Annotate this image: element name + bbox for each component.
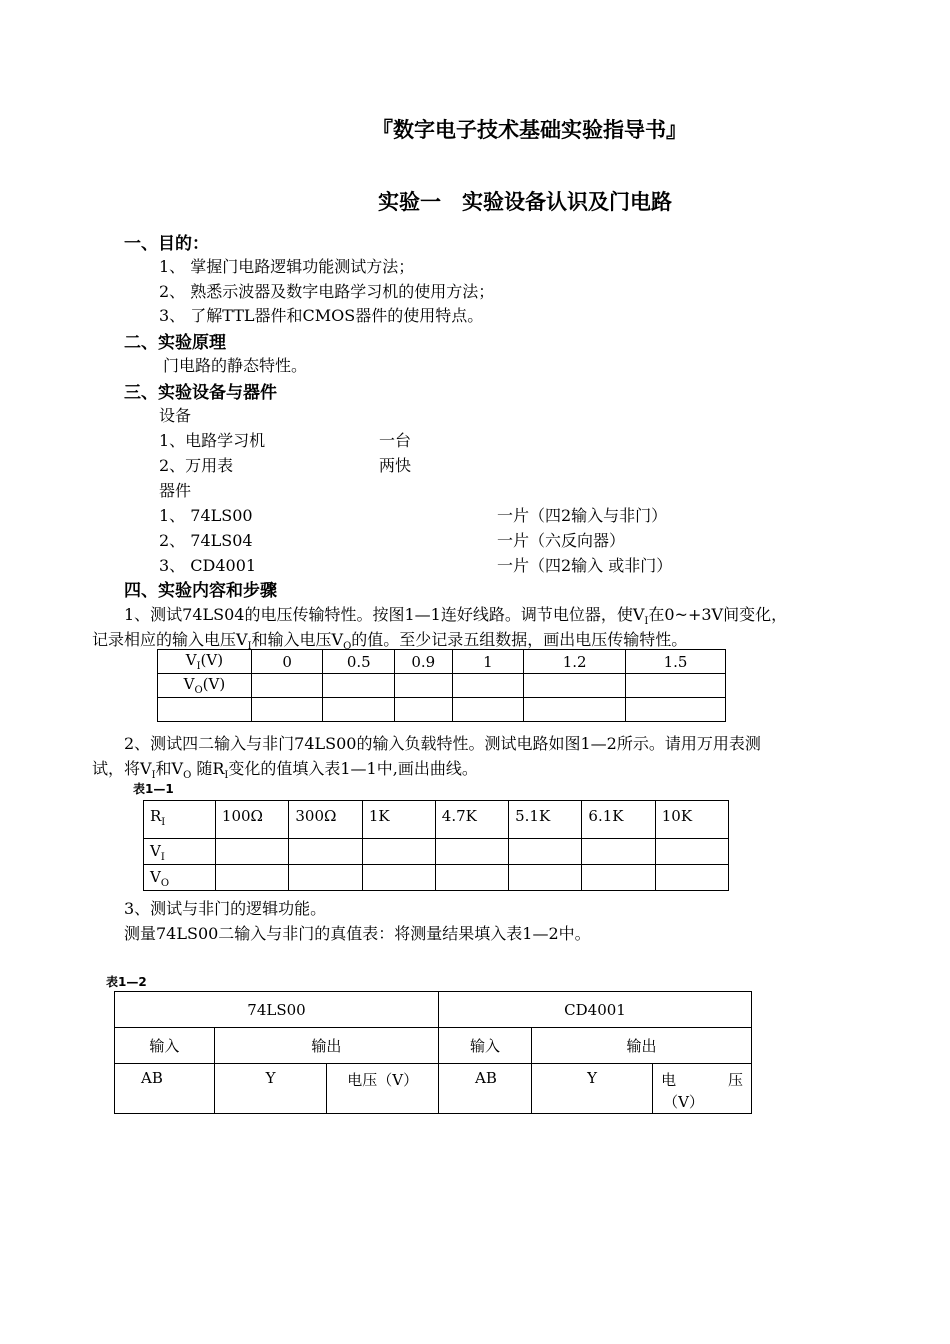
table-cell: [395, 674, 453, 698]
table-cell: [509, 865, 582, 891]
voltage-transfer-table: [157, 649, 726, 722]
ri-label-cell: $R_I$: [144, 801, 216, 839]
chip-74ls00-header: 74LS00: [115, 992, 439, 1028]
vi-label-cell: $V_I(V)$: [158, 650, 252, 674]
list-item: 3、 了解TTL器件和CMOS器件的使用特点。: [159, 306, 484, 325]
ri-value-cell: 100Ω: [215, 801, 288, 839]
table-cell: [251, 674, 323, 698]
table-cell: [158, 698, 252, 722]
input-header: 输入: [115, 1028, 215, 1064]
step3-detail: 测量74LS00二输入与非门的真值表：将测量结果填入表1—2中。: [124, 924, 591, 943]
vo-row-label: $V_O$: [144, 865, 216, 891]
vi-value-cell: 1: [452, 650, 524, 674]
part-name: 1、 74LS00: [159, 506, 253, 525]
ab-cell: AB: [439, 1064, 532, 1114]
y-cell: Y: [531, 1064, 652, 1114]
table-cell: [626, 674, 726, 698]
table-cell: [395, 698, 453, 722]
list-item: 1、 掌握门电路逻辑功能测试方法；: [159, 257, 415, 276]
input-load-table: [143, 800, 729, 891]
step1-line2: 记录相应的输入电压$V_I$和输入电压$V_O$的值。至少记录五组数据，画出电压传输特性。: [92, 630, 688, 653]
step2-line2: 试，将$V_I$和$V_O$ 随$R_I$变化的值填入表1—1中,画出曲线。: [92, 759, 478, 782]
table-cell: [362, 839, 435, 865]
table-cell: [289, 839, 362, 865]
table-cell: [655, 839, 728, 865]
section-heading-steps: 四、实验内容和步骤: [124, 581, 277, 601]
table-cell: [251, 698, 323, 722]
table-cell: [655, 865, 728, 891]
output-header: 输出: [214, 1028, 438, 1064]
ab-cell: AB: [115, 1064, 215, 1114]
voltage-cell: 电 压 （V）: [653, 1064, 752, 1114]
ri-value-cell: 300Ω: [289, 801, 362, 839]
equipment-name: 2、万用表: [159, 456, 234, 475]
table-cell: [215, 839, 288, 865]
parts-label: 器件: [159, 481, 192, 500]
part-desc: 一片（四2输入与非门）: [497, 506, 668, 525]
section-heading-principle: 二、实验原理: [124, 333, 226, 353]
vi-value-cell: 0.5: [323, 650, 395, 674]
table-cell: [524, 674, 626, 698]
y-cell: Y: [214, 1064, 327, 1114]
step3-text: 3、测试与非门的逻辑功能。: [124, 899, 327, 918]
equipment-label: 设备: [159, 406, 192, 425]
step1-line1: 1、测试74LS04的电压传输特性。按图1—1连好线路。调节电位器，使$V_I$在0~+3V间变化，: [124, 605, 788, 628]
section-heading-purpose: 一、目的：: [124, 234, 209, 254]
input-header: 输入: [439, 1028, 532, 1064]
table-cell: [452, 698, 524, 722]
truth-table: [114, 991, 752, 1114]
equipment-name: 1、电路学习机: [159, 431, 266, 450]
table-cell: [323, 674, 395, 698]
table-cell: [626, 698, 726, 722]
table-cell: [323, 698, 395, 722]
table-cell: [452, 674, 524, 698]
list-item: 2、 熟悉示波器及数字电路学习机的使用方法；: [159, 282, 495, 301]
step2-line1: 2、测试四二输入与非门74LS00的输入负载特性。测试电路如图1—2所示。请用万用表测: [124, 734, 761, 753]
table-cell: [435, 839, 508, 865]
section-heading-equipment: 三、实验设备与器件: [124, 383, 277, 403]
equipment-qty: 两快: [379, 456, 412, 475]
table-cell: [435, 865, 508, 891]
experiment-title: 实验一 实验设备认识及门电路: [378, 190, 672, 214]
vi-value-cell: 0: [251, 650, 323, 674]
ri-value-cell: 10K: [655, 801, 728, 839]
vi-value-cell: 1.2: [524, 650, 626, 674]
table-cell: [582, 865, 655, 891]
table-1-1-caption: 表1—1: [133, 782, 174, 796]
part-desc: 一片（四2输入 或非门）: [497, 556, 673, 575]
vi-row-label: $V_I$: [144, 839, 216, 865]
ri-value-cell: 1K: [362, 801, 435, 839]
table-cell: [582, 839, 655, 865]
principle-text: 门电路的静态特性。: [163, 356, 308, 375]
table-cell: [215, 865, 288, 891]
table-cell: [362, 865, 435, 891]
table-cell: [524, 698, 626, 722]
part-name: 3、 CD4001: [159, 556, 257, 575]
output-header: 输出: [531, 1028, 751, 1064]
ri-value-cell: 6.1K: [582, 801, 655, 839]
table-cell: [289, 865, 362, 891]
chip-cd4001-header: CD4001: [439, 992, 752, 1028]
table-1-2-caption: 表1—2: [106, 975, 147, 989]
equipment-qty: 一台: [379, 431, 412, 450]
part-name: 2、 74LS04: [159, 531, 253, 550]
part-desc: 一片（六反向器）: [497, 531, 626, 550]
table-cell: [509, 839, 582, 865]
document-title: 『数字电子技术基础实验指导书』: [372, 118, 687, 142]
ri-value-cell: 5.1K: [509, 801, 582, 839]
vo-label-cell: $V_O(V)$: [158, 674, 252, 698]
vi-value-cell: 0.9: [395, 650, 453, 674]
vi-value-cell: 1.5: [626, 650, 726, 674]
ri-value-cell: 4.7K: [435, 801, 508, 839]
voltage-cell: 电压（V）: [327, 1064, 439, 1114]
